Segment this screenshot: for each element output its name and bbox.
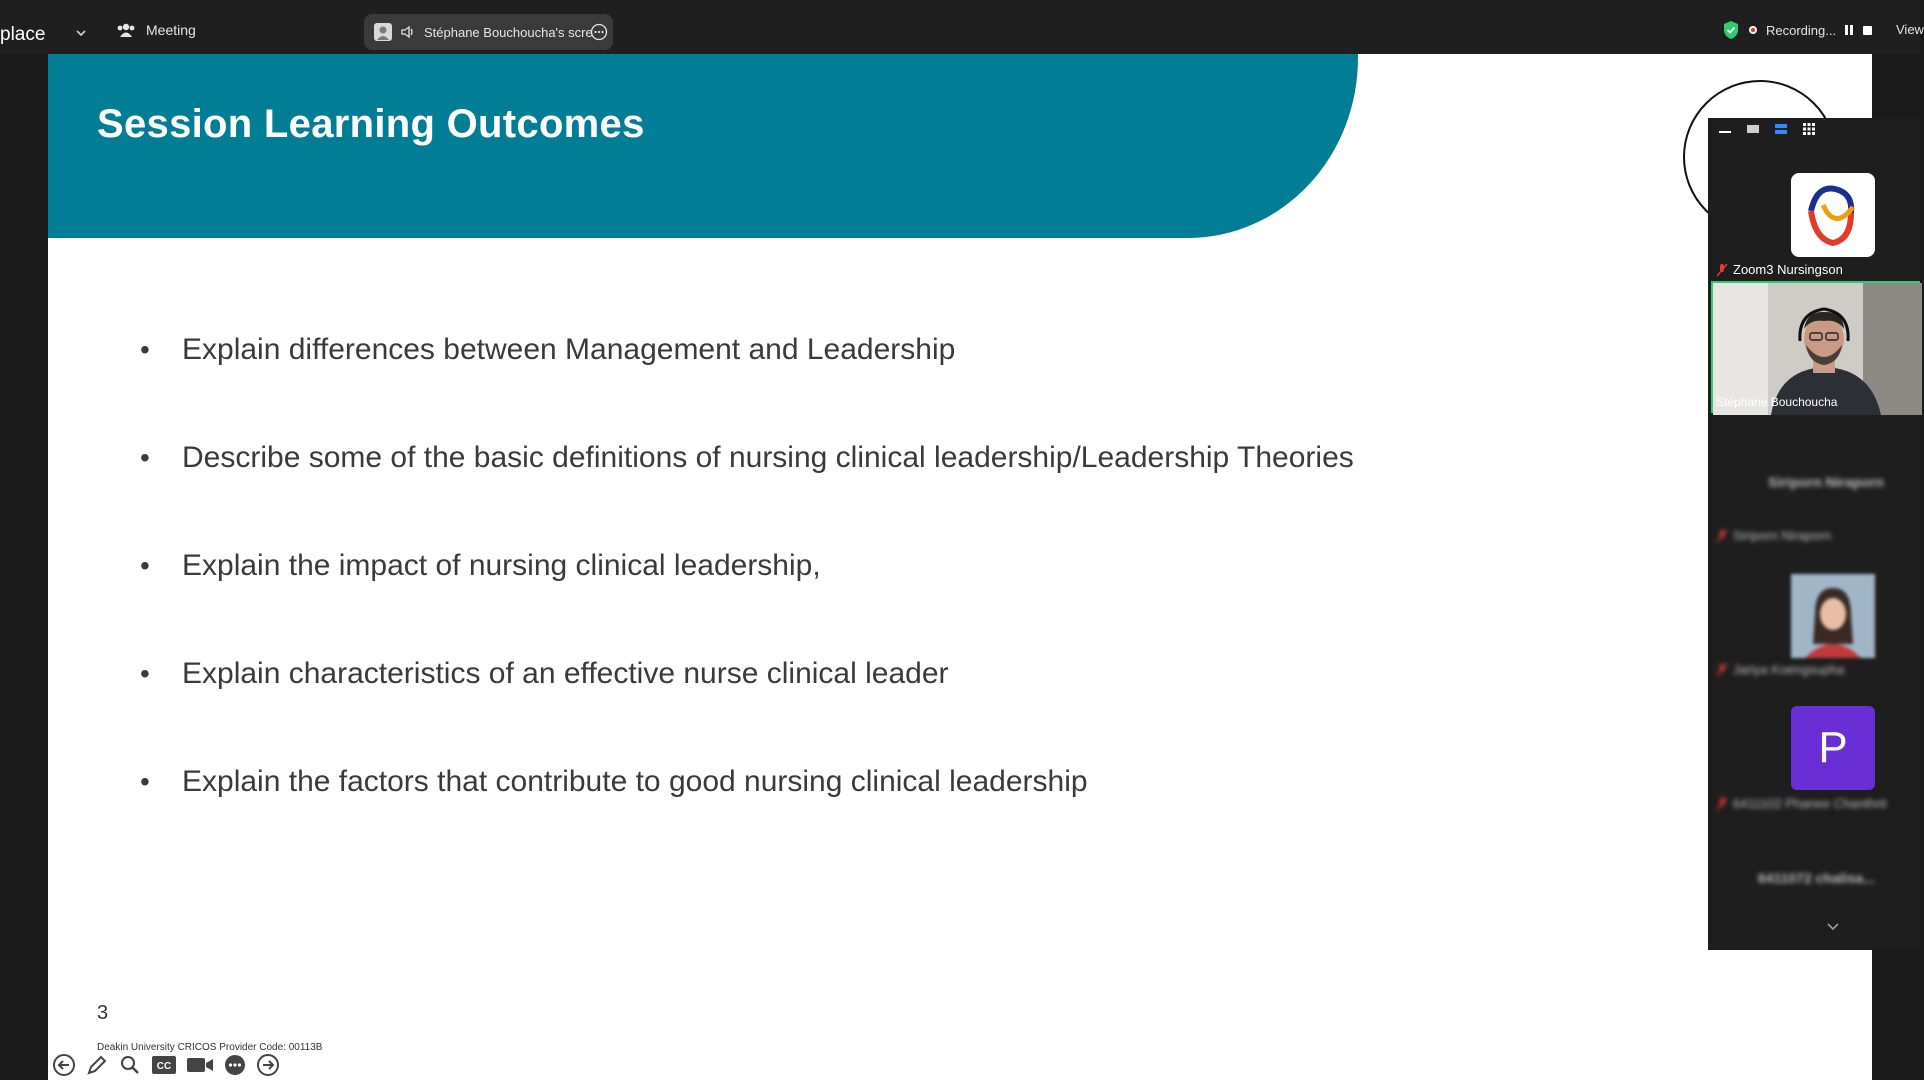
list-item: • Explain characteristics of an effective nurse clinical leader	[140, 656, 1354, 764]
participant-video-active[interactable]	[1711, 281, 1920, 413]
pause-icon[interactable]	[1844, 24, 1854, 36]
view-menu[interactable]: View	[1896, 22, 1924, 37]
participant-photo	[1791, 574, 1875, 658]
slide-footer: Deakin University CRICOS Provider Code: 00113B	[97, 1042, 323, 1053]
single-tile-icon[interactable]	[1746, 122, 1760, 136]
share-label: Stéphane Bouchoucha's scre	[424, 24, 593, 40]
participant-name: Zoom3 Nursingson	[1716, 262, 1843, 277]
participants-icon	[116, 22, 136, 38]
next-slide-icon[interactable]	[256, 1053, 280, 1077]
participant-avatar[interactable]	[1791, 574, 1875, 658]
meeting-menu[interactable]	[116, 22, 196, 38]
organization-logo-icon	[1791, 173, 1875, 257]
participants-panel	[1708, 118, 1920, 950]
slide-page-number: 3	[97, 1002, 109, 1024]
record-dot-icon	[1748, 25, 1758, 35]
participant-avatar[interactable]	[1791, 173, 1875, 257]
list-item: • Explain differences between Management and Leadership	[140, 332, 1354, 440]
pen-icon[interactable]	[85, 1053, 109, 1077]
more-options-icon[interactable]	[223, 1053, 247, 1077]
slide-title: Session Learning Outcomes	[97, 102, 645, 146]
learning-outcomes-list	[140, 332, 1354, 872]
list-item: • Describe some of the basic definitions of nursing clinical leadership/Leadership Theories	[140, 440, 1354, 548]
minimize-icon[interactable]	[1718, 122, 1732, 136]
chevron-down-icon[interactable]	[1826, 922, 1840, 932]
mic-muted-icon	[1716, 529, 1728, 543]
zoom-topbar	[0, 0, 1924, 54]
previous-slide-icon[interactable]	[52, 1053, 76, 1077]
slide-controls	[52, 1053, 280, 1077]
grid-view-icon[interactable]	[1802, 122, 1816, 136]
participant-avatar[interactable]: P	[1791, 706, 1875, 790]
stop-icon[interactable]	[1862, 25, 1873, 36]
list-item: • Explain the impact of nursing clinical leadership,	[140, 548, 1354, 656]
mic-muted-icon	[1716, 663, 1728, 677]
shared-slide	[48, 54, 1872, 1080]
panel-toolbar	[1718, 122, 1816, 136]
participant-name: Siriporn Niraporn	[1716, 528, 1831, 543]
mic-muted-icon	[1716, 797, 1728, 811]
participant-name: Stéphane Bouchoucha	[1716, 395, 1838, 409]
mic-muted-icon	[1716, 263, 1728, 277]
user-avatar-icon	[374, 23, 392, 41]
speaker-icon	[400, 25, 416, 39]
zoom-icon[interactable]	[118, 1053, 142, 1077]
strip-view-icon[interactable]	[1774, 122, 1788, 136]
participant-name: 6411072 chalisa...	[1758, 870, 1875, 886]
participant-name: Jariya Koengsupha	[1716, 662, 1844, 677]
subtitles-icon[interactable]	[151, 1054, 177, 1076]
participant-name: Siriporn Niraporn	[1768, 474, 1884, 490]
app-title: place	[0, 24, 46, 45]
participant-name: 6411102 Phanee Chanthrit	[1716, 796, 1886, 811]
list-item: • Explain the factors that contribute to good nursing clinical leadership	[140, 764, 1354, 872]
video-camera-icon[interactable]	[186, 1054, 214, 1076]
recording-label: Recording...	[1766, 22, 1837, 38]
recording-status	[1722, 20, 1873, 40]
screen-share-indicator[interactable]	[364, 14, 613, 50]
meeting-label: Meeting	[146, 22, 196, 38]
svg-text:CC: CC	[156, 1061, 172, 1072]
chevron-down-icon[interactable]	[74, 26, 88, 40]
more-options-icon[interactable]	[590, 23, 608, 41]
shield-icon	[1722, 20, 1740, 40]
